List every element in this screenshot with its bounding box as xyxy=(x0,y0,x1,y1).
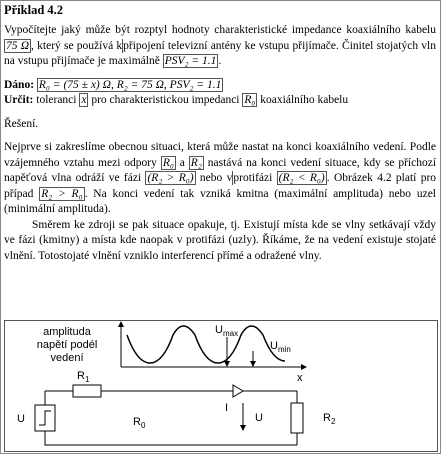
r2-symbol: R xyxy=(323,412,331,424)
standing-wave-curve xyxy=(127,326,285,363)
para2-cond-3: R₂ > R₀ xyxy=(41,187,83,200)
intro-end: . xyxy=(218,55,222,67)
amp-label-1: amplituda xyxy=(43,326,91,338)
find-line xyxy=(4,93,436,109)
solution-paragraph-1 xyxy=(4,140,436,218)
para2-cond-1: (R₂ > R₀) xyxy=(147,172,194,184)
umax-subscript: max xyxy=(222,329,239,338)
find-label: Určit: xyxy=(4,94,34,106)
figure-svg xyxy=(5,321,439,453)
current-arrow xyxy=(233,385,243,397)
find-text-2: pro charakteristickou impedanci xyxy=(91,94,240,106)
r0-label xyxy=(133,416,146,430)
resistor-r1 xyxy=(73,385,101,397)
intro-paragraph xyxy=(4,23,436,70)
document-page xyxy=(4,3,436,264)
intro-text-1: Vypočítejte jaký může být rozptyl hodnoty charakteristické impedance koaxiálního kabelu xyxy=(4,24,436,36)
x-axis-label: x xyxy=(297,372,303,384)
y-axis-arrow xyxy=(118,321,124,327)
find-r0: R₀ xyxy=(244,94,256,106)
intro-text-3: připojení televizní antény ke vstupu přijímače. Činitel stojatých vln na vstupu přijímače je maximálně xyxy=(4,39,436,67)
given-label: Dáno: xyxy=(4,78,35,91)
psv-value: PSV₂ = 1.1 xyxy=(164,55,217,67)
umin-symbol: U xyxy=(270,340,278,352)
intro-text-2: , který se používá k xyxy=(31,39,123,52)
para2-cond-2: (R₂ < R₀) xyxy=(278,172,325,184)
umin-label xyxy=(270,340,291,354)
umax-arrowhead xyxy=(224,361,230,367)
r0-subscript: 0 xyxy=(140,421,146,430)
umax-label xyxy=(215,324,238,338)
u-load-label: U xyxy=(255,412,263,424)
given-values: R₀ = (75 ± x) Ω, R₂ = 75 Ω, PSV₂ = 1.1 xyxy=(38,78,222,91)
impedance-value: 75 Ω xyxy=(6,39,30,52)
para2-r2: R₂ xyxy=(190,156,202,169)
find-x: x xyxy=(81,94,87,106)
para2-text-c: nastává na konci vedení situace, kdy se příchozí napěťová vlna odráží ve fázi xyxy=(4,156,437,184)
para2-text-d: nebo v xyxy=(199,172,233,184)
r1-subscript: 1 xyxy=(84,375,90,384)
para2-text-g: . Na konci vedení tak vzniká kmitna (maximální amplituda) nebo uzel (minimální amplituda). xyxy=(4,187,436,215)
given-line xyxy=(4,78,436,94)
u-source-label: U xyxy=(17,413,25,425)
current-label: I xyxy=(225,402,229,414)
para2-text-f: . Obrázek 4.2 platí pro případ xyxy=(4,172,437,200)
solution-paragraph-2: Směrem ke zdroji se pak situace opakuje, tj. Existují místa kde se vlny setkávají vždy ve fázi (kmitny) a místa kde naopak v protifázi (uzly). Říkáme, že na vedení existuje stojaté vlnění. Totostojaté vlnění vzniklo interferencí přímé a odražené vlny. xyxy=(4,218,436,262)
find-text-3: koaxiálního kabelu xyxy=(260,94,349,106)
amp-label-3: vedení xyxy=(50,352,84,364)
umin-subscript: min xyxy=(277,345,291,354)
umin-arrowhead xyxy=(250,361,256,367)
para2-text-e: protifázi xyxy=(233,172,273,184)
r0-symbol: R xyxy=(133,416,141,428)
para2-r0: R₀ xyxy=(162,156,174,169)
resistor-r2 xyxy=(291,403,303,433)
example-title: Příklad 4.2 xyxy=(4,3,64,17)
amp-label-2: napětí podél xyxy=(36,339,98,351)
r1-symbol: R xyxy=(77,370,85,382)
find-text-1: toleranci xyxy=(36,94,77,106)
u-load-arrowhead xyxy=(240,425,246,431)
figure-standing-wave xyxy=(4,320,438,452)
para2-text-b: a xyxy=(179,156,185,169)
r2-subscript: 2 xyxy=(330,417,336,426)
para2-text-a: Nejprve si zakreslíme obecnou situaci, která může nastat na konci koaxiálního vedení. Podle vzájemného vztahu mezi odpory xyxy=(4,141,436,169)
umax-symbol: U xyxy=(215,324,223,336)
r2-label xyxy=(323,412,336,426)
solution-label: Řešení. xyxy=(4,117,39,130)
x-axis-arrow xyxy=(301,364,307,370)
r1-label xyxy=(77,370,90,384)
